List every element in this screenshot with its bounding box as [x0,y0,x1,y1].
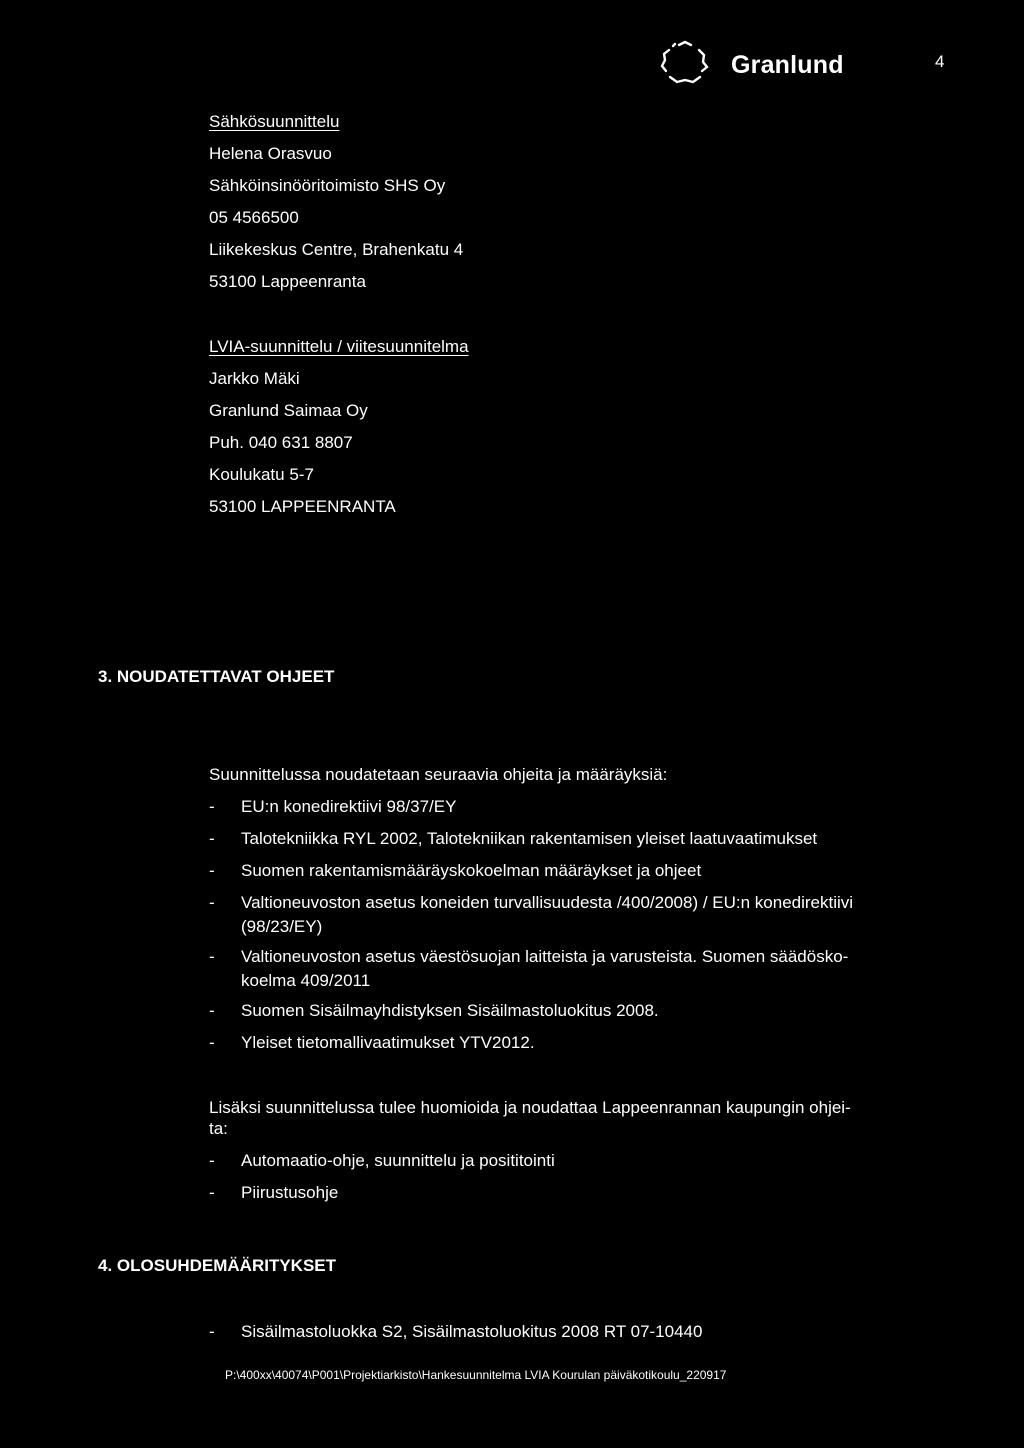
list-item-text: Valtioneuvoston asetus väestösuojan laitteista ja varusteista. Suomen säädösko- [241,947,849,966]
contact-heading: LVIA-suunnittelu / viitesuunnitelma [209,337,469,356]
contact-line: 53100 Lappeenranta [209,272,366,291]
list-item-text: Suomen rakentamismääräyskokoelman määräykset ja ohjeet [241,861,702,880]
logo-text: Granlund [731,51,844,79]
header [655,38,955,88]
contact-line: 53100 LAPPEENRANTA [209,497,396,516]
list-item-text-continued: (98/23/EY) [241,917,323,936]
footer-path: P:\400xx\40074\P001\Projektiarkisto\Hankesuunnitelma LVIA Kourulan päiväkotikoulu_220917 [225,1368,727,1382]
list-item-text: Piirustusohje [241,1183,339,1202]
contact-line: Helena Orasvuo [209,144,332,163]
contact-line: Puh. 040 631 8807 [209,433,353,452]
contact-line: 05 4566500 [209,208,299,227]
contact-line: Sähköinsinööritoimisto SHS Oy [209,176,446,195]
contact-line: Koulukatu 5-7 [209,465,314,484]
list-dash: - [209,893,215,912]
list-item-text-continued: koelma 409/2011 [241,971,371,990]
list-dash: - [209,1151,215,1170]
list-dash: - [209,1322,215,1341]
contact-heading: Sähkösuunnittelu [209,112,340,131]
list-dash: - [209,947,215,966]
contact-line: Granlund Saimaa Oy [209,401,368,420]
extra-intro-continued: ta: [209,1119,228,1138]
list-item-text: EU:n konedirektiivi 98/37/EY [241,797,457,816]
list-item-text: Yleiset tietomallivaatimukset YTV2012. [241,1033,535,1052]
contact-line: Jarkko Mäki [209,369,300,388]
section-heading: 3. NOUDATETTAVAT OHJEET [98,667,335,686]
list-dash: - [209,1183,215,1202]
list-dash: - [209,861,215,880]
section-intro: Suunnittelussa noudatetaan seuraavia ohjeita ja määräyksiä: [209,765,668,784]
list-dash: - [209,1033,215,1052]
contact-line: Liikekeskus Centre, Brahenkatu 4 [209,240,464,259]
list-item-text: Talotekniikka RYL 2002, Talotekniikan rakentamisen yleiset laatuvaatimukset [241,829,818,848]
list-dash: - [209,1001,215,1020]
list-dash: - [209,829,215,848]
list-dash: - [209,797,215,816]
section-heading: 4. OLOSUHDEMÄÄRITYKSET [98,1256,337,1275]
list-item-text: Automaatio-ohje, suunnittelu ja posititointi [241,1151,555,1170]
list-item-text: Valtioneuvoston asetus koneiden turvallisuudesta /400/2008) / EU:n konedirektiivi [241,893,854,912]
list-item-text: Suomen Sisäilmayhdistyksen Sisäilmastoluokitus 2008. [241,1001,659,1020]
page-number: 4 [935,52,945,71]
list-item-text: Sisäilmastoluokka S2, Sisäilmastoluokitus 2008 RT 07-10440 [241,1322,703,1341]
granlund-logo-icon [655,38,713,94]
extra-intro: Lisäksi suunnittelussa tulee huomioida ja noudattaa Lappeenrannan kaupungin ohjei- [209,1098,851,1117]
